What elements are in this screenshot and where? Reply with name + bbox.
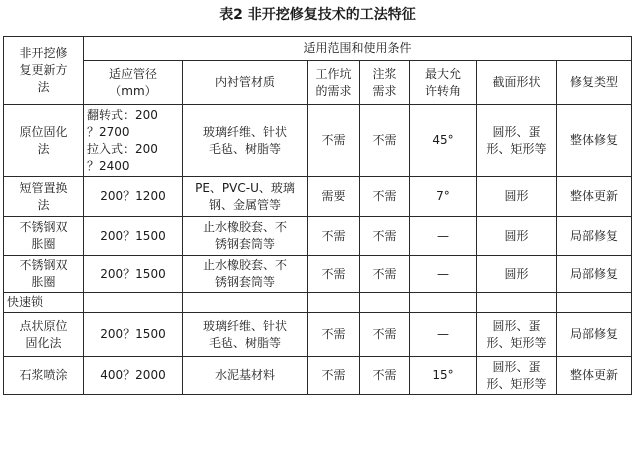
cell-pit: 不需 (308, 313, 360, 357)
cell-type: 整体更新 (557, 177, 632, 217)
cell-shape: 圆形 (477, 177, 557, 217)
header-diameter: 适应管径 （mm） (84, 61, 183, 105)
cell-angle: — (410, 217, 477, 256)
cell-grout: 不需 (360, 177, 410, 217)
cell-method: 不锈钢双 胀圈 (4, 217, 84, 256)
cell-method: 点状原位 固化法 (4, 313, 84, 357)
cell-method: 短管置换 法 (4, 177, 84, 217)
header-grout: 注浆 需求 (360, 61, 410, 105)
cell-pit: 需要 (308, 177, 360, 217)
cell-type: 局部修复 (557, 256, 632, 293)
cell-diameter: 200？1200 (84, 177, 183, 217)
cell-material: 止水橡胶套、不 锈钢套筒等 (183, 256, 308, 293)
cell-angle: — (410, 256, 477, 293)
table-row (4, 177, 632, 217)
header-row-sub (4, 61, 632, 105)
cell-diameter: 翻转式：200 ？2700 拉入式：200 ？2400 (84, 105, 183, 177)
cell-angle: — (410, 313, 477, 357)
cell-type: 整体修复 (557, 105, 632, 177)
cell-angle: 7° (410, 177, 477, 217)
header-material: 内衬管材质 (183, 61, 308, 105)
cell-pit: 不需 (308, 105, 360, 177)
method-table (3, 36, 632, 395)
cell-diameter: 200？1500 (84, 217, 183, 256)
table-row (4, 217, 632, 256)
cell-grout: 不需 (360, 217, 410, 256)
header-method: 非开挖修 复更新方 法 (4, 37, 84, 105)
cell-shape: 圆形 (477, 256, 557, 293)
cell-shape (477, 293, 557, 313)
cell-pit (308, 293, 360, 313)
cell-shape: 圆形、蛋 形、矩形等 (477, 105, 557, 177)
table-row (4, 313, 632, 357)
cell-pit: 不需 (308, 217, 360, 256)
cell-type: 局部修复 (557, 217, 632, 256)
cell-material: PE、PVC-U、玻璃 钢、金属管等 (183, 177, 308, 217)
cell-shape: 圆形 (477, 217, 557, 256)
cell-method: 原位固化 法 (4, 105, 84, 177)
header-pit: 工作坑 的需求 (308, 61, 360, 105)
header-type: 修复类型 (557, 61, 632, 105)
cell-method: 快速锁 (4, 293, 84, 313)
cell-material: 玻璃纤维、针状 毛毡、树脂等 (183, 313, 308, 357)
cell-type: 局部修复 (557, 313, 632, 357)
cell-diameter: 400？2000 (84, 357, 183, 395)
header-angle: 最大允 许转角 (410, 61, 477, 105)
cell-material: 玻璃纤维、针状 毛毡、树脂等 (183, 105, 308, 177)
cell-diameter: 200？1500 (84, 313, 183, 357)
cell-shape: 圆形、蛋 形、矩形等 (477, 357, 557, 395)
table-row (4, 256, 632, 293)
table-title: 表2 非开挖修复技术的工法特征 (219, 7, 416, 23)
cell-diameter: 200？1500 (84, 256, 183, 293)
header-group: 适用范围和使用条件 (84, 37, 632, 61)
table-row (4, 105, 632, 177)
table-row (4, 293, 632, 313)
cell-grout: 不需 (360, 357, 410, 395)
header-shape: 截面形状 (477, 61, 557, 105)
cell-angle: 15° (410, 357, 477, 395)
cell-material: 水泥基材料 (183, 357, 308, 395)
cell-grout (360, 293, 410, 313)
cell-material (183, 293, 308, 313)
cell-pit: 不需 (308, 256, 360, 293)
cell-grout: 不需 (360, 256, 410, 293)
cell-grout: 不需 (360, 105, 410, 177)
table-row (4, 357, 632, 395)
cell-shape: 圆形、蛋 形、矩形等 (477, 313, 557, 357)
cell-grout: 不需 (360, 313, 410, 357)
cell-type (557, 293, 632, 313)
cell-diameter (84, 293, 183, 313)
cell-type: 整体更新 (557, 357, 632, 395)
cell-pit: 不需 (308, 357, 360, 395)
cell-material: 止水橡胶套、不 锈钢套筒等 (183, 217, 308, 256)
cell-angle (410, 293, 477, 313)
cell-angle: 45° (410, 105, 477, 177)
cell-method: 不锈钢双 胀圈 (4, 256, 84, 293)
header-row-top (4, 37, 632, 61)
cell-method: 石浆喷涂 (4, 357, 84, 395)
